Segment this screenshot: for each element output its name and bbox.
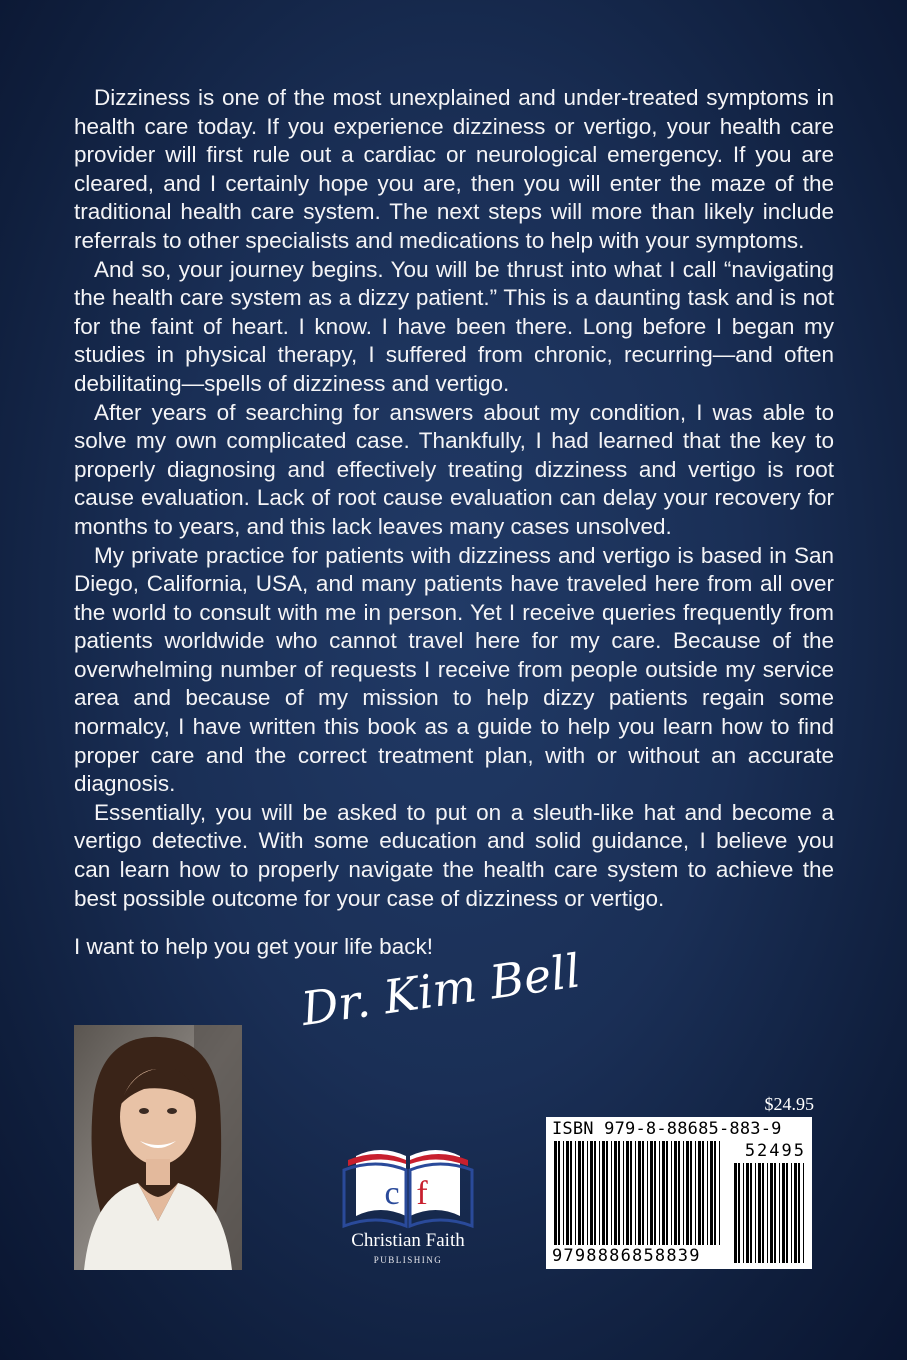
barcode-bar xyxy=(686,1141,689,1245)
barcode-bar xyxy=(743,1163,744,1263)
barcode-ean-digits: 9798886858839 xyxy=(552,1246,701,1266)
barcode-bar xyxy=(618,1141,620,1245)
barcode-bar xyxy=(738,1163,740,1263)
barcode-bar xyxy=(578,1141,581,1245)
isbn-barcode xyxy=(546,1117,812,1269)
barcode-bar xyxy=(587,1141,588,1245)
publisher-subtitle: PUBLISHING xyxy=(373,1255,443,1265)
barcode-bar xyxy=(582,1141,584,1245)
barcode-bar xyxy=(566,1141,569,1245)
back-cover-blurb xyxy=(74,84,834,962)
barcode-bar xyxy=(666,1141,668,1245)
barcode-bar xyxy=(647,1141,648,1245)
barcode-bar xyxy=(611,1141,612,1245)
barcode-bar xyxy=(719,1141,720,1245)
barcode-bar xyxy=(630,1141,632,1245)
barcode-bar xyxy=(614,1141,617,1245)
barcode-bar xyxy=(750,1163,752,1263)
barcode-bar xyxy=(602,1141,605,1245)
logo-letter-c: c xyxy=(384,1175,400,1212)
isbn-text: ISBN 979-8-88685-883-9 xyxy=(552,1119,782,1139)
blurb-closing-line: I want to help you get your life back! xyxy=(74,934,433,960)
barcode-bar xyxy=(635,1141,636,1245)
barcode-bar xyxy=(594,1141,596,1245)
author-photo xyxy=(74,1025,242,1270)
barcode-bar xyxy=(659,1141,660,1245)
barcode-bar xyxy=(710,1141,713,1245)
blurb-paragraph-4: My private practice for patients with dizziness and vertigo is based in San Diego, California, USA, and many patients have traveled here from all over the world to consult with me in person. Yet I receive queries frequently from patients worldwide who cannot travel here for my care. Because of the overwhelming number of requests I receive from people outside my service area and because of my mission to help dizzy patients regain some normalcy, I have written this book as a guide to help you learn how to find proper care and the correct treatment plan, with or without an accurate diagnosis. xyxy=(74,542,834,797)
barcode-bar xyxy=(563,1141,564,1245)
barcode-bar xyxy=(791,1163,792,1263)
barcode-bar xyxy=(767,1163,768,1263)
barcode-bar xyxy=(755,1163,756,1263)
publisher-name: Christian Faith xyxy=(351,1230,465,1251)
author-signature xyxy=(298,941,609,1082)
barcode-bar xyxy=(599,1141,600,1245)
barcode-bar xyxy=(803,1163,804,1263)
barcode-bar xyxy=(698,1141,701,1245)
barcode-bar xyxy=(714,1141,716,1245)
barcode-bar xyxy=(642,1141,644,1245)
barcode-bar xyxy=(678,1141,680,1245)
barcode-bar xyxy=(786,1163,788,1263)
blurb-paragraph-1: Dizziness is one of the most unexplained and under-treated symptoms in health care today. If you experience dizziness or vertigo, your health care provider will first rule out a cardiac or neurological emergency. If you are cleared, and I certainly hope you are, then you will enter the maze of the traditional health care system. The next steps will more than likely include referrals to other specialists and medications to help with your symptoms. xyxy=(74,85,834,253)
barcode-bar xyxy=(654,1141,656,1245)
barcode-bar xyxy=(606,1141,608,1245)
price-label: $24.95 xyxy=(764,1094,814,1114)
barcode-bar xyxy=(575,1141,576,1245)
barcode-bar xyxy=(702,1141,704,1245)
barcode-bar xyxy=(590,1141,593,1245)
barcode-bar xyxy=(554,1141,557,1245)
barcode-bar xyxy=(638,1141,641,1245)
barcode-bar xyxy=(746,1163,749,1263)
open-book-icon xyxy=(318,1130,498,1230)
barcode-bar xyxy=(779,1163,780,1263)
author-portrait-image xyxy=(74,1025,242,1270)
barcode-bar xyxy=(674,1141,677,1245)
barcode-bar xyxy=(671,1141,672,1245)
blurb-paragraph-5: Essentially, you will be asked to put on a sleuth-like hat and become a vertigo detective. With some education and solid guidance, I believe you can learn how to properly navigate the health care system to achieve the best possible outcome for your case of dizziness or vertigo. xyxy=(74,799,834,911)
blurb-paragraph-3: After years of searching for answers about my condition, I was able to solve my own complicated case. Thankfully, I had learned that the key to properly diagnosing and effectively treating dizziness and vertigo is root cause evaluation. Lack of root cause evaluation can delay your recovery for months to years, and this lack leaves many cases unsolved. xyxy=(74,399,834,539)
publisher-logo xyxy=(318,1130,498,1280)
barcode-bar xyxy=(707,1141,708,1245)
barcode-bar xyxy=(683,1141,684,1245)
barcode-bar xyxy=(734,1163,737,1263)
blurb-paragraph-2: And so, your journey begins. You will be thrust into what I call “navigating the health care system as a dizzy patient.” This is a daunting task and is not for the faint of heart. I know. I have been there. Long before I began my studies in physical therapy, I suffered from chronic, recurring—and often debilitating—spells of dizziness and vertigo. xyxy=(74,256,834,396)
barcode-bar xyxy=(770,1163,773,1263)
barcode-bar xyxy=(570,1141,572,1245)
barcode-bar xyxy=(762,1163,764,1263)
barcode-bar xyxy=(690,1141,692,1245)
barcode-bar xyxy=(774,1163,776,1263)
barcode-addon-digits: 52495 xyxy=(744,1141,806,1161)
barcode-bar xyxy=(798,1163,800,1263)
barcode-bar xyxy=(558,1141,560,1245)
barcode-bar xyxy=(626,1141,629,1245)
barcode-bar xyxy=(650,1141,653,1245)
barcode-bar xyxy=(623,1141,624,1245)
barcode-bar xyxy=(662,1141,665,1245)
signature-text: Dr. Kim Bell xyxy=(298,943,584,1036)
logo-letter-f: f xyxy=(416,1175,428,1212)
barcode-bar xyxy=(794,1163,797,1263)
barcode-bar xyxy=(758,1163,761,1263)
barcode-bar xyxy=(695,1141,696,1245)
barcode-bar xyxy=(782,1163,785,1263)
